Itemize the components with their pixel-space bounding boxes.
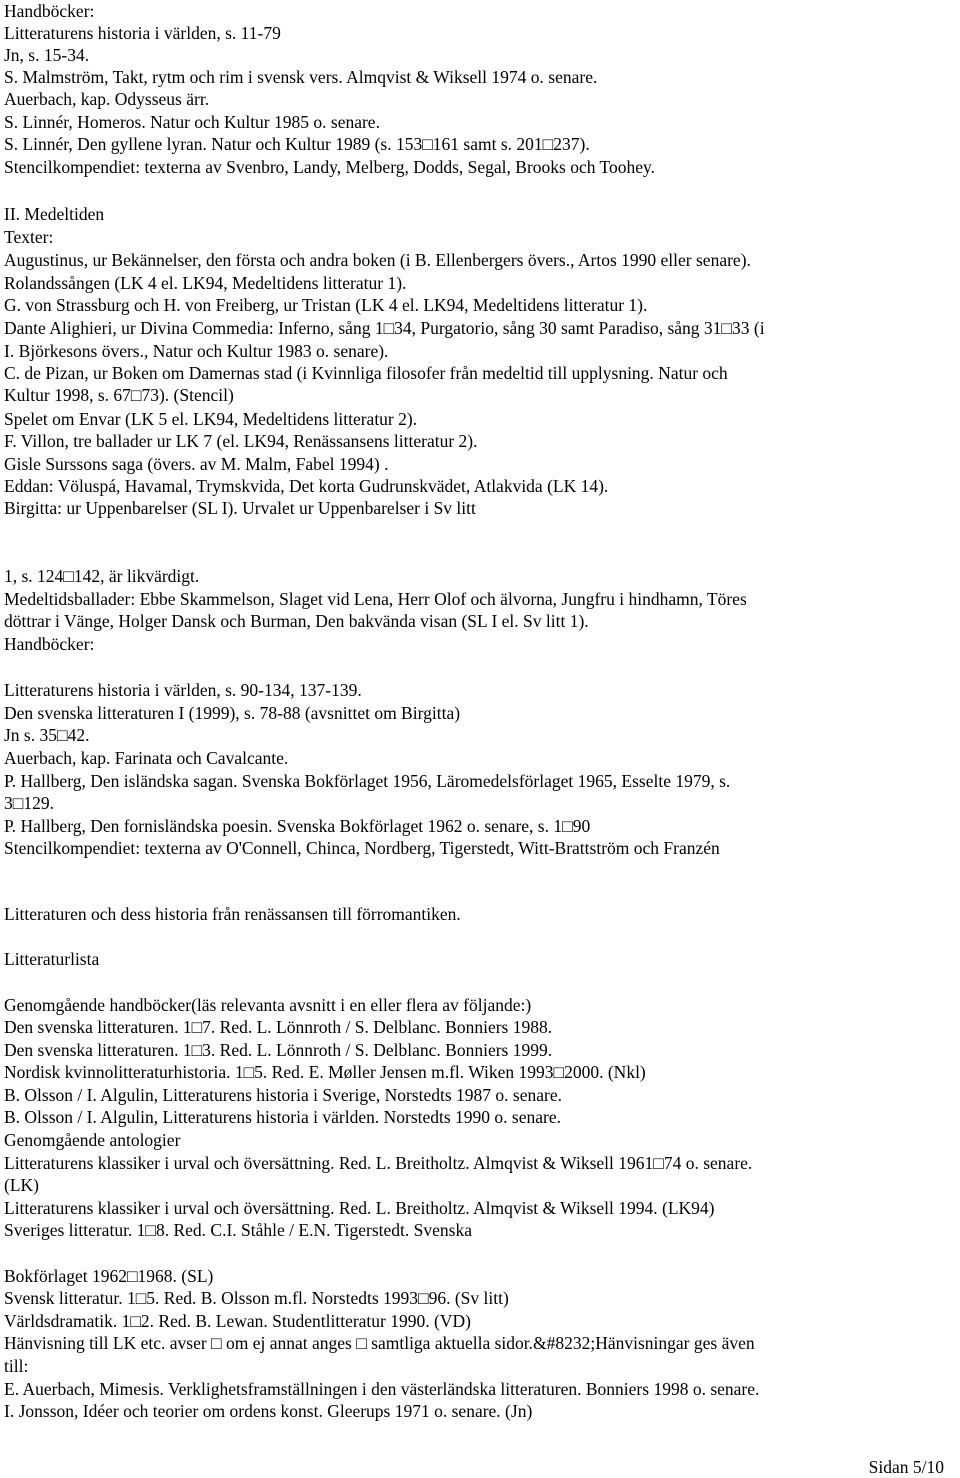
- text-line: Litteraturens klassiker i urval och översättning. Red. L. Breitholtz. Almqvist & Wiksell 1961□74 o. senare.: [4, 1153, 753, 1173]
- text-line: Handböcker:: [4, 634, 95, 654]
- text-line: Eddan: Völuspá, Havamal, Trymskvida, Det korta Gudrunskvädet, Atlakvida (LK 14).: [4, 476, 609, 496]
- text-line: Dante Alighieri, ur Divina Commedia: Inferno, sång 1□34, Purgatorio, sång 30 samt Paradiso, sång 31□33 (i: [4, 318, 765, 338]
- text-line: I. Jonsson, Idéer och teorier om ordens konst. Gleerups 1971 o. senare. (Jn): [4, 1401, 533, 1421]
- text-line: S. Malmström, Takt, rytm och rim i svensk vers. Almqvist & Wiksell 1974 o. senare.: [4, 67, 598, 87]
- text-line: Stencilkompendiet: texterna av Svenbro, Landy, Melberg, Dodds, Segal, Brooks och Toohey.: [4, 157, 656, 177]
- text-line: Handböcker:: [4, 1, 95, 21]
- text-line: Augustinus, ur Bekännelser, den första och andra boken (i B. Ellenbergers övers., Artos 1990 eller senare).: [4, 250, 751, 270]
- text-line: Den svenska litteraturen. 1□7. Red. L. Lönnroth / S. Delblanc. Bonniers 1988.: [4, 1017, 553, 1037]
- section-heading: II. Medeltiden: [4, 204, 105, 224]
- text-line: Litteraturens klassiker i urval och översättning. Red. L. Breitholtz. Almqvist & Wiksell 1994. (LK94): [4, 1198, 715, 1218]
- text-line: Birgitta: ur Uppenbarelser (SL I). Urvalet ur Uppenbarelser i Sv litt: [4, 498, 476, 518]
- text-line: (LK): [4, 1175, 39, 1195]
- text-line: Auerbach, kap. Odysseus ärr.: [4, 89, 210, 109]
- text-line: Medeltidsballader: Ebbe Skammelson, Slaget vid Lena, Herr Olof och älvorna, Jungfru i hindhamn, Töres: [4, 589, 747, 609]
- text-line: Den svenska litteraturen I (1999), s. 78-88 (avsnittet om Birgitta): [4, 703, 461, 723]
- text-line: P. Hallberg, Den fornisländska poesin. Svenska Bokförlaget 1962 o. senare, s. 1□90: [4, 816, 591, 836]
- text-line: Stencilkompendiet: texterna av O'Connell, Chinca, Nordberg, Tigerstedt, Witt-Brattström och Franzén: [4, 838, 720, 858]
- text-line: Litteraturens historia i världen, s. 90-134, 137-139.: [4, 680, 362, 700]
- text-line: S. Linnér, Homeros. Natur och Kultur 1985 o. senare.: [4, 112, 380, 132]
- text-line: C. de Pizan, ur Boken om Damernas stad (i Kvinnliga filosofer från medeltid till upplysning. Natur och: [4, 363, 728, 383]
- text-line: Genomgående antologier: [4, 1130, 181, 1150]
- text-line: Sveriges litteratur. 1□8. Red. C.I. Ståhle / E.N. Tigerstedt. Svenska: [4, 1220, 472, 1240]
- section-heading: Litteraturen och dess historia från renässansen till förromantiken.: [4, 904, 461, 924]
- text-line: Litteraturens historia i världen, s. 11-79: [4, 23, 281, 43]
- text-line: Auerbach, kap. Farinata och Cavalcante.: [4, 748, 289, 768]
- text-line: Jn s. 35□42.: [4, 725, 90, 745]
- text-line: Bokförlaget 1962□1968. (SL): [4, 1266, 214, 1286]
- text-line: Spelet om Envar (LK 5 el. LK94, Medeltidens litteratur 2).: [4, 409, 418, 429]
- text-line: Hänvisning till LK etc. avser □ om ej annat anges □ samtliga aktuella sidor.&#8232;Hänvisningar ges även: [4, 1333, 755, 1353]
- text-line: I. Björkesons övers., Natur och Kultur 1983 o. senare).: [4, 341, 389, 361]
- text-line: Den svenska litteraturen. 1□3. Red. L. Lönnroth / S. Delblanc. Bonniers 1999.: [4, 1040, 553, 1060]
- text-line: Kultur 1998, s. 67□73). (Stencil): [4, 385, 234, 405]
- text-line: Nordisk kvinnolitteraturhistoria. 1□5. Red. E. Møller Jensen m.fl. Wiken 1993□2000. (Nkl): [4, 1062, 646, 1082]
- text-line: till:: [4, 1356, 29, 1376]
- text-line: P. Hallberg, Den isländska sagan. Svenska Bokförlaget 1956, Läromedelsförlaget 1965, Esselte 1979, s.: [4, 771, 731, 791]
- text-line: Texter:: [4, 227, 54, 247]
- text-line: B. Olsson / I. Algulin, Litteraturens historia i världen. Norstedts 1990 o. senare.: [4, 1107, 561, 1127]
- text-line: Genomgående handböcker(läs relevanta avsnitt i en eller flera av följande:): [4, 995, 532, 1015]
- text-line: döttrar i Vänge, Holger Dansk och Burman, Den bakvända visan (SL I el. Sv litt 1).: [4, 611, 589, 631]
- text-line: G. von Strassburg och H. von Freiberg, ur Tristan (LK 4 el. LK94, Medeltidens litteratur 1).: [4, 295, 648, 315]
- text-line: Rolandssången (LK 4 el. LK94, Medeltidens litteratur 1).: [4, 273, 407, 293]
- text-line: 3□129.: [4, 793, 54, 813]
- text-line: Världsdramatik. 1□2. Red. B. Lewan. Studentlitteratur 1990. (VD): [4, 1311, 471, 1331]
- text-line: Jn, s. 15-34.: [4, 45, 90, 65]
- text-line: B. Olsson / I. Algulin, Litteraturens historia i Sverige, Norstedts 1987 o. senare.: [4, 1085, 562, 1105]
- section-heading: Litteraturlista: [4, 949, 100, 969]
- text-line: Svensk litteratur. 1□5. Red. B. Olsson m.fl. Norstedts 1993□96. (Sv litt): [4, 1288, 509, 1308]
- page-number: Sidan 5/10: [868, 1457, 944, 1477]
- text-line: Gisle Surssons saga (övers. av M. Malm, Fabel 1994) .: [4, 454, 389, 474]
- text-line: 1, s. 124□142, är likvärdigt.: [4, 566, 200, 586]
- text-line: E. Auerbach, Mimesis. Verklighetsframställningen i den västerländska litteraturen. Bonniers 1998 o. senare.: [4, 1379, 760, 1399]
- text-line: S. Linnér, Den gyllene lyran. Natur och Kultur 1989 (s. 153□161 samt s. 201□237).: [4, 134, 590, 154]
- text-line: F. Villon, tre ballader ur LK 7 (el. LK94, Renässansens litteratur 2).: [4, 431, 478, 451]
